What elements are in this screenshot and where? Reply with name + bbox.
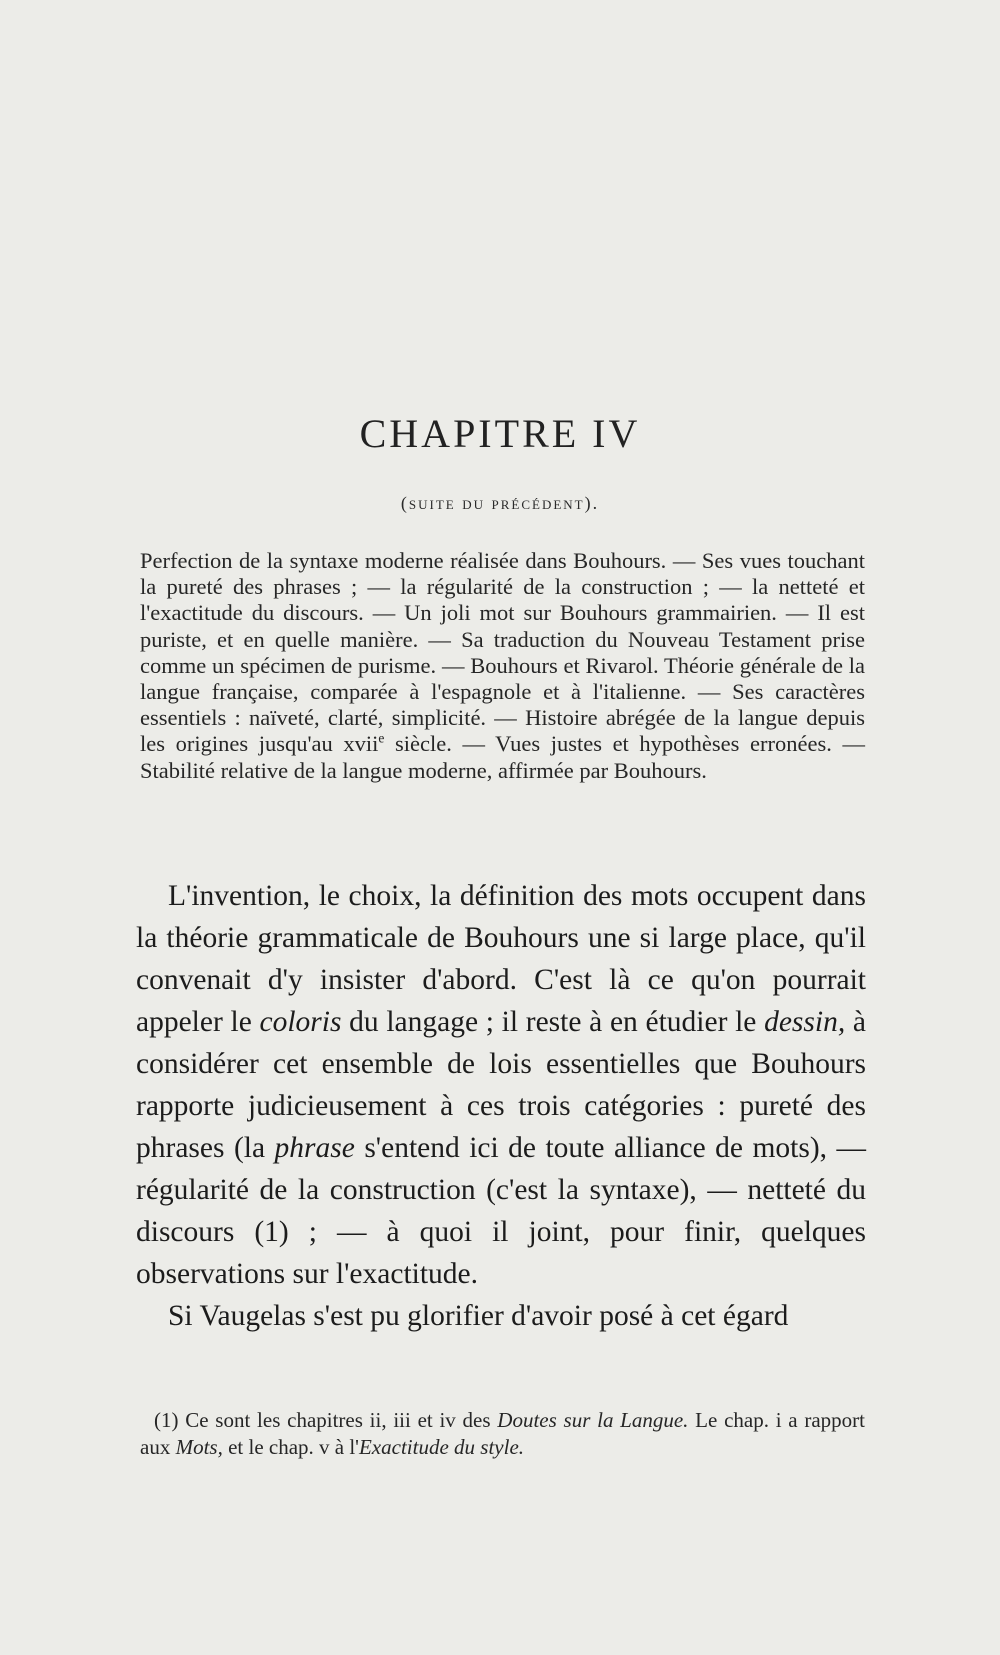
footnote-a: (1) Ce sont les chapitres ii, iii et iv des [154, 1408, 498, 1432]
subtitle-text: suite du précédent [408, 493, 585, 513]
summary-text-after: siècle. — Vues justes et hypothèses erronées. — Stabilité relative de la langue moderne, affirmée par Bouhours. [140, 731, 865, 783]
footnote [140, 1407, 865, 1461]
p1-part-d: s'entend ici de toute alliance de mots), — régularité de la construction (c'est la syntaxe), — netteté du discours (1) ; — à quoi il joint, pour finir, quelques observations sur l'exactitude. [136, 1132, 866, 1290]
body-text [136, 875, 866, 1337]
chapter-summary [140, 548, 865, 784]
paragraph-1 [136, 875, 866, 1295]
footnote-doutes: Doutes sur la Langue. [497, 1408, 689, 1432]
summary-superscript: e [378, 730, 385, 746]
chapter-subtitle [0, 493, 1000, 514]
subtitle-open: ( [400, 493, 409, 513]
subtitle-close: ). [584, 493, 600, 513]
footnote-c: et le chap. v à l' [222, 1435, 359, 1459]
paragraph-2: Si Vaugelas s'est pu glorifier d'avoir posé à cet égard [168, 1300, 789, 1332]
p1-dessin: dessin, [764, 1006, 846, 1038]
chapter-title: CHAPITRE IV [359, 411, 641, 456]
p1-coloris: coloris [259, 1006, 342, 1038]
p1-part-b: du langage ; il reste à en étudier le [341, 1006, 765, 1038]
p1-part-a: L'invention, le choix, la définition des mots occupent dans la théorie grammaticale de Bouhours une si large place, qu'il convenait d'y insister d'abord. C'est là ce qu'on pourrait appeler le [136, 880, 866, 1038]
summary-text: Perfection de la syntaxe moderne réalisée dans Bouhours. — Ses vues touchant la pureté des phrases ; — la régularité de la construction ; — la netteté et l'exactitude du discours. — Un joli mot sur Bouhours grammairien. — Il est puriste, et en quelle manière. — Sa traduction du Nouveau Testament prise comme un spécimen de purisme. — Bouhours et Rivarol. Théorie générale de la langue française, comparée à l'espagnole et à l'italienne. — Ses caractères essentiels : naïveté, clarté, simplicité. — Histoire abrégée de la langue depuis les origines jusqu'au xvii [140, 548, 865, 757]
footnote-mots: Mots, [175, 1435, 223, 1459]
footnote-b: Le chap. i a rapport aux [140, 1408, 865, 1459]
p1-phrase: phrase [274, 1132, 355, 1164]
p1-part-c: à considérer cet ensemble de lois essentielles que Bouhours rapporte judicieusement à ces trois catégories : pureté des phrases (la [136, 1006, 867, 1164]
footnote-exactitude: Exactitude du style. [358, 1435, 525, 1459]
